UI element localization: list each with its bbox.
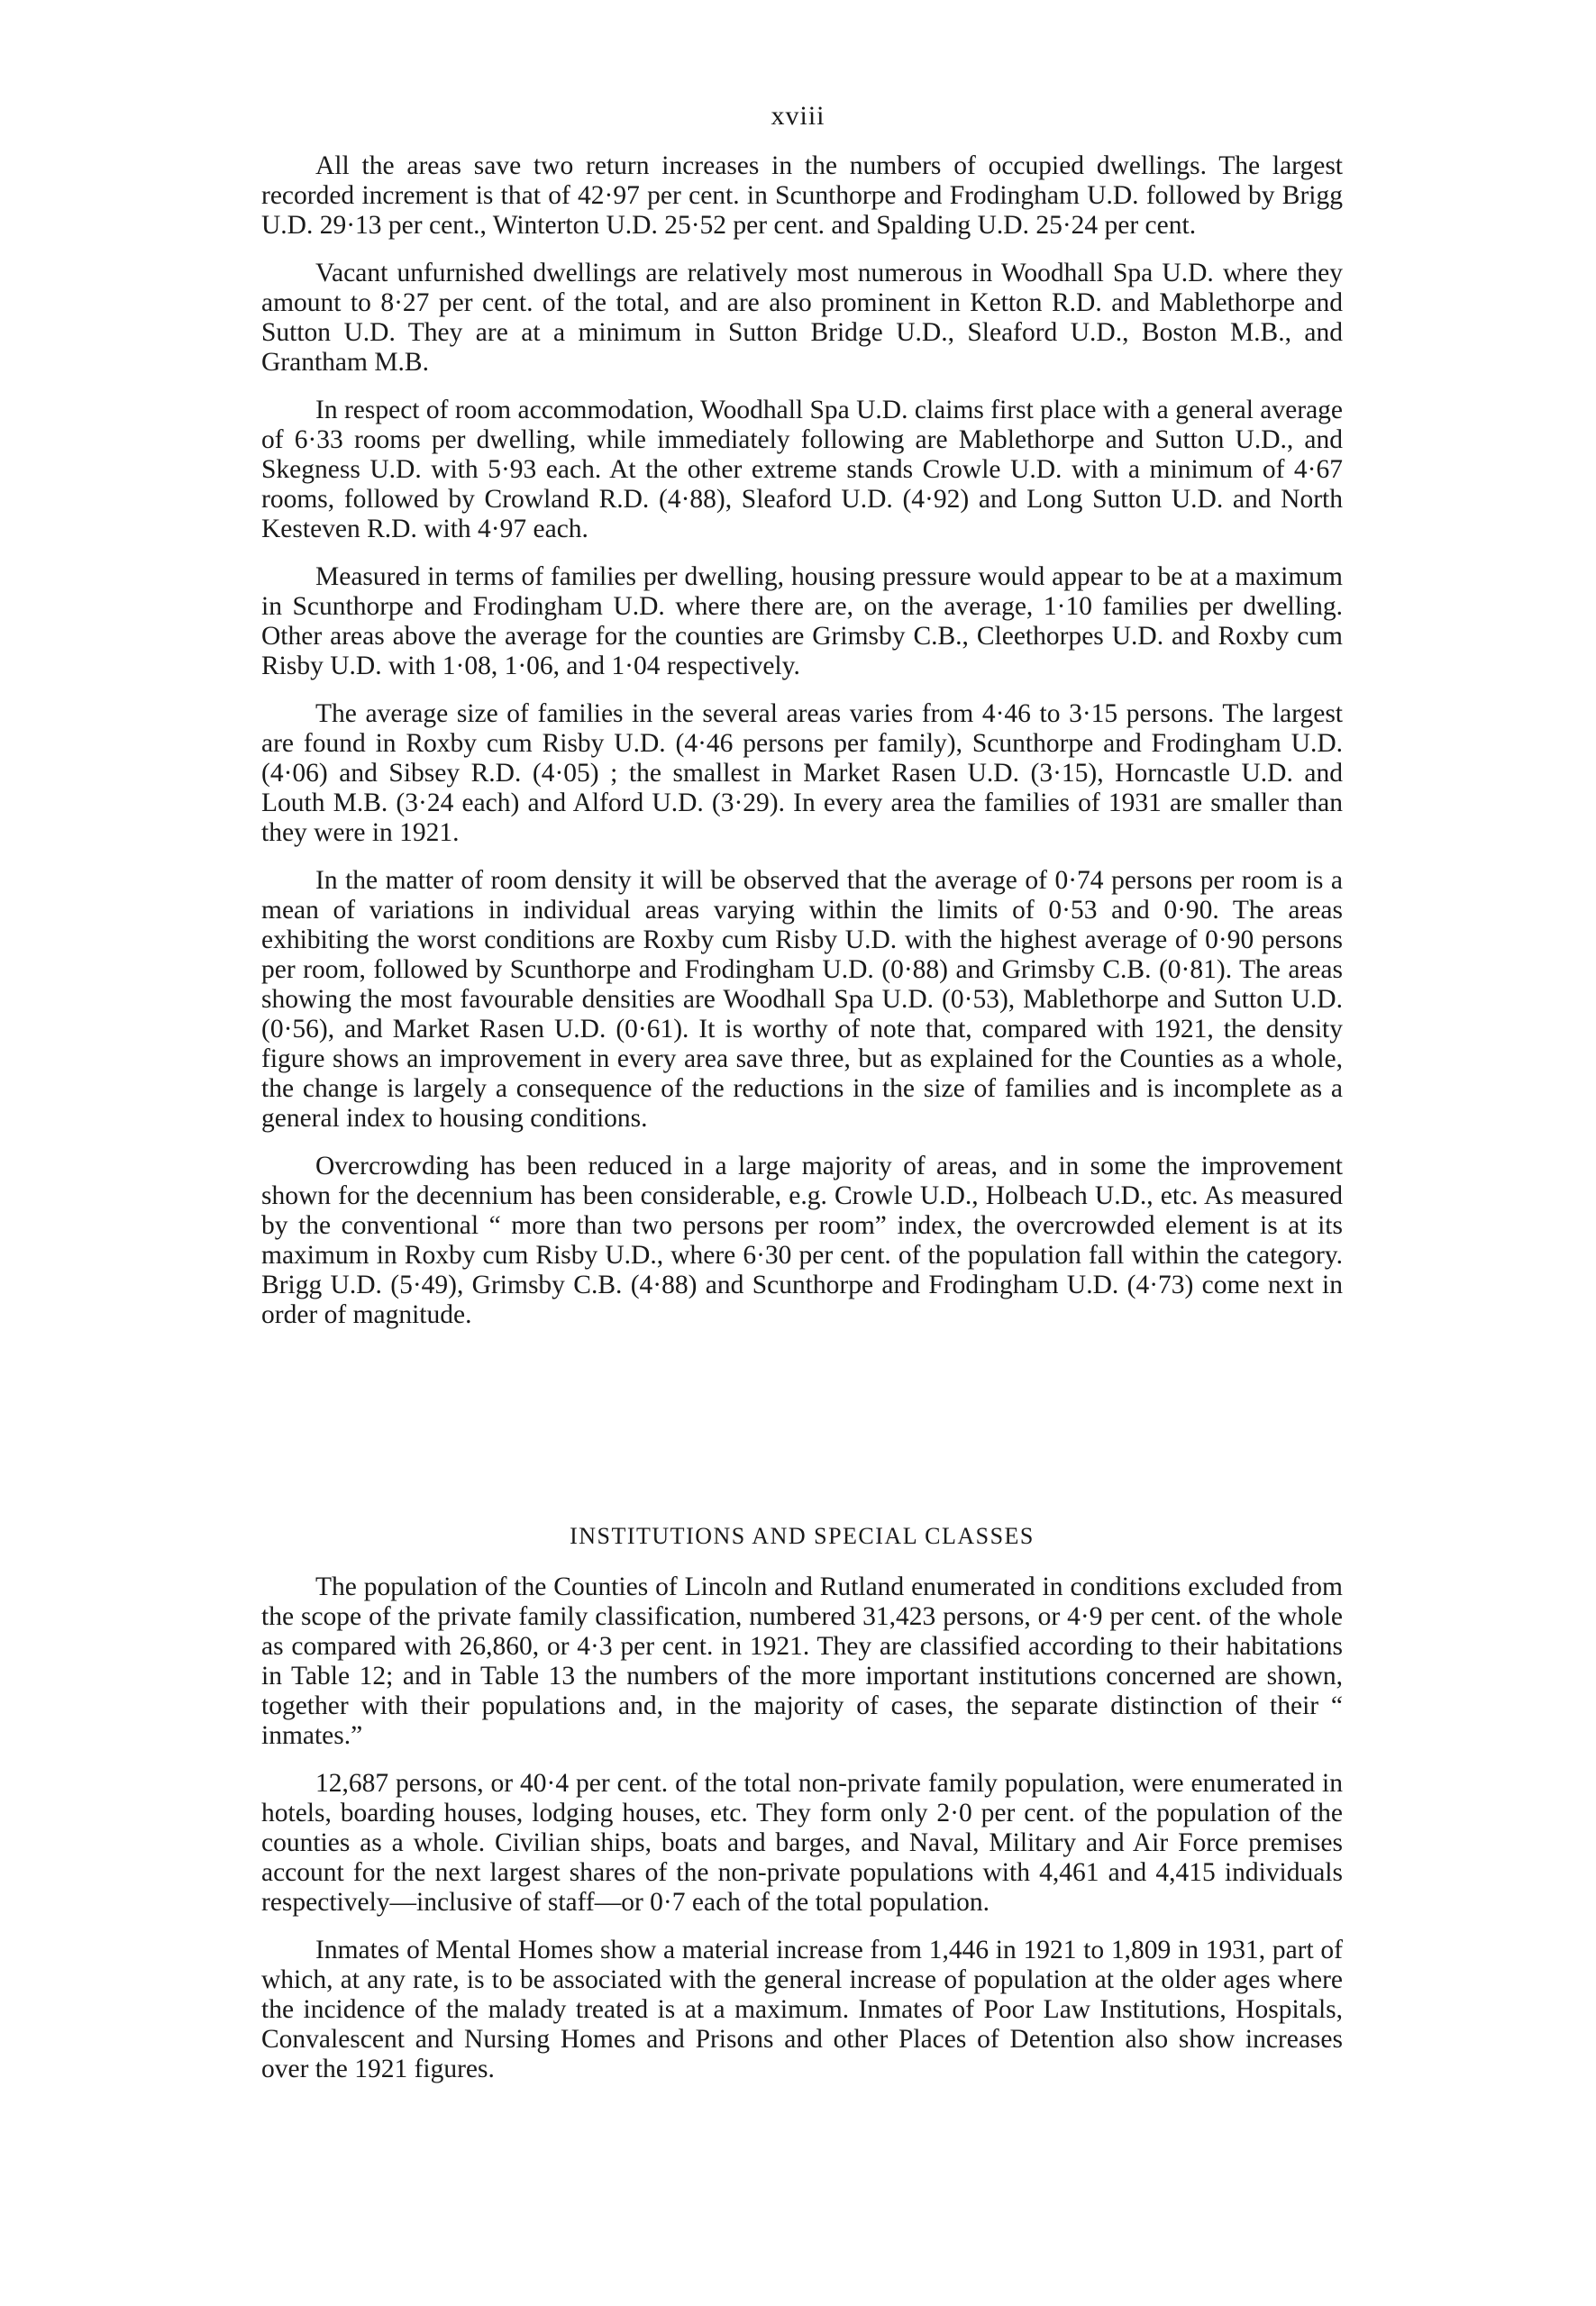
institutions-section bbox=[261, 1572, 1343, 2084]
paragraph-mental-homes: Inmates of Mental Homes show a material increase from 1,446 in 1921 to 1,809 in 1931, part of which, at any rate, is to be associated with the general increase of population at the older ages where the incidence of the malady treated is at a maximum. Inmates of Poor Law Institutions, Hospitals, Convalescent and Nursing Homes and Prisons and other Places of Detention also show increases over the 1921 figures. bbox=[261, 1936, 1343, 2083]
paragraph-non-private-population: The population of the Counties of Lincoln and Rutland enumerated in conditions excluded from the scope of the private family classification, numbered 31,423 persons, or 4·9 per cent. of the whole as compared with 26,860, or 4·3 per cent. in 1921. They are classified according to their habitations in Table 12; and in Table 13 the numbers of the more important institutions concerned are shown, together with their populations and, in the majority of cases, the separate distinction of their “ inmates.” bbox=[261, 1572, 1343, 1750]
page-number: xviii bbox=[771, 101, 825, 131]
paragraph-room-density: In the matter of room density it will be observed that the average of 0·74 persons per room is a mean of variations in individual areas varying within the limits of 0·53 and 0·90. The areas exhibiting the worst conditions are Roxby cum Risby U.D. with the highest average of 0·90 persons per room, followed by Scunthorpe and Frodingham U.D. (0·88) and Grimsby C.B. (0·81). The areas showing the most favourable densities are Woodhall Spa U.D. (0·53), Mablethorpe and Sutton U.D. (0·56), and Market Rasen U.D. (0·61). It is worthy of note that, compared with 1921, the density figure shows an improvement in every area save three, but as explained for the Counties as a whole, the change is largely a consequence of the reductions in the size of families and is incomplete as a general index to housing conditions. bbox=[261, 866, 1343, 1133]
section-heading: INSTITUTIONS AND SPECIAL CLASSES bbox=[570, 1523, 1035, 1549]
housing-section bbox=[261, 151, 1343, 1330]
paragraph-room-accommodation: In respect of room accommodation, Woodhall Spa U.D. claims first place with a general average of 6·33 rooms per dwelling, while immediately following are Mablethorpe and Sutton U.D., and Skegness U.D. with 5·93 each. At the other extreme stands Crowle U.D. with a minimum of 4·67 rooms, followed by Crowland R.D. (4·88), Sleaford U.D. (4·92) and Long Sutton U.D. and North Kesteven R.D. with 4·97 each. bbox=[261, 396, 1343, 543]
paragraph-occupied-dwellings: All the areas save two return increases in the numbers of occupied dwellings. The largest recorded increment is that of 42·97 per cent. in Scunthorpe and Frodingham U.D. followed by Brigg U.D. 29·13 per cent., Winterton U.D. 25·52 per cent. and Spalding U.D. 25·24 per cent. bbox=[261, 151, 1343, 240]
paragraph-families-per-dwelling: Measured in terms of families per dwelling, housing pressure would appear to be at a maximum in Scunthorpe and Frodingham U.D. where there are, on the average, 1·10 families per dwelling. Other areas above the average for the counties are Grimsby C.B., Cleethorpes U.D. and Roxby cum Risby U.D. with 1·08, 1·06, and 1·04 respectively. bbox=[261, 562, 1343, 680]
paragraph-hotels-boarding: 12,687 persons, or 40·4 per cent. of the total non-private family population, were enumerated in hotels, boarding houses, lodging houses, etc. They form only 2·0 per cent. of the population of the counties as a whole. Civilian ships, boats and barges, and Naval, Military and Air Force premises account for the next largest shares of the non-private populations with 4,461 and 4,415 individuals respectively—inclusive of staff—or 0·7 each of the total population. bbox=[261, 1769, 1343, 1917]
paragraph-vacant-dwellings: Vacant unfurnished dwellings are relatively most numerous in Woodhall Spa U.D. where they amount to 8·27 per cent. of the total, and are also prominent in Ketton R.D. and Mablethorpe and Sutton U.D. They are at a minimum in Sutton Bridge U.D., Sleaford U.D., Boston M.B., and Grantham M.B. bbox=[261, 259, 1343, 377]
paragraph-overcrowding: Overcrowding has been reduced in a large majority of areas, and in some the improvement shown for the decennium has been considerable, e.g. Crowle U.D., Holbeach U.D., etc. As measured by the conventional “ more than two persons per room” index, the overcrowded element is at its maximum in Roxby cum Risby U.D., where 6·30 per cent. of the population fall within the category. Brigg U.D. (5·49), Grimsby C.B. (4·88) and Scunthorpe and Frodingham U.D. (4·73) come next in order of magnitude. bbox=[261, 1152, 1343, 1329]
paragraph-family-size: The average size of families in the several areas varies from 4·46 to 3·15 persons. The largest are found in Roxby cum Risby U.D. (4·46 persons per family), Scunthorpe and Frodingham U.D. (4·06) and Sibsey R.D. (4·05) ; the smallest in Market Rasen U.D. (3·15), Horncastle U.D. and Louth M.B. (3·24 each) and Alford U.D. (3·29). In every area the families of 1931 are smaller than they were in 1921. bbox=[261, 699, 1343, 847]
